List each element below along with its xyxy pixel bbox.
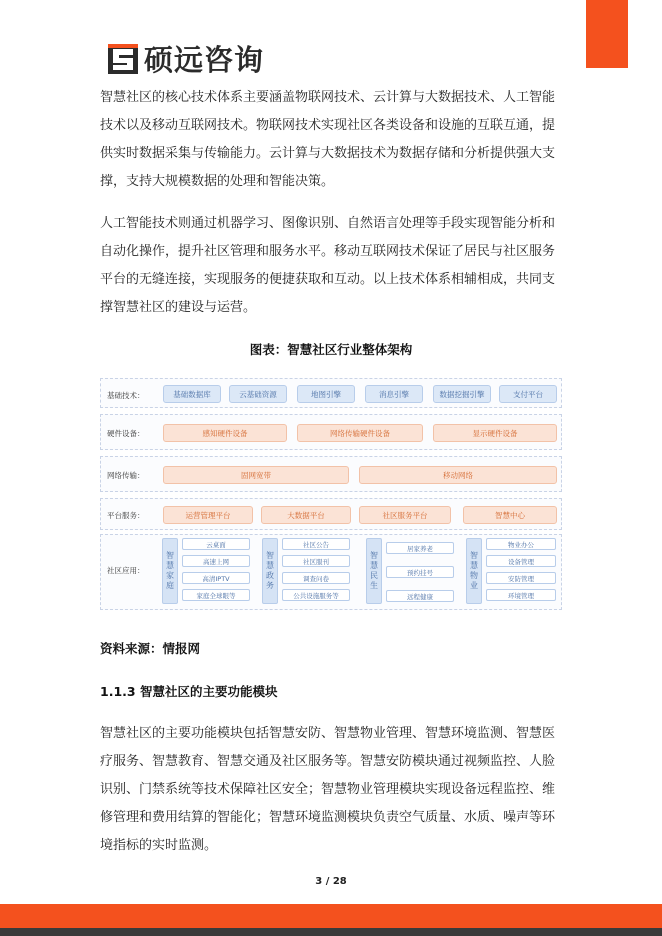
app-head-home: 智慧家庭 — [162, 538, 178, 604]
chip-sensing-hw: 感知硬件设备 — [163, 424, 287, 442]
logo-mark-icon — [108, 44, 138, 74]
architecture-diagram — [100, 376, 562, 610]
app-item: 安防管理 — [486, 572, 556, 584]
footer-dark-bar — [0, 928, 662, 936]
platform-row — [100, 498, 562, 530]
footer-accent-bar — [0, 904, 662, 928]
row-label-base: 基础技术： — [107, 391, 145, 400]
chip-fixed-broadband: 固网宽带 — [163, 466, 349, 484]
app-item: 预约挂号 — [386, 566, 454, 578]
chip-community-platform: 社区服务平台 — [359, 506, 451, 524]
app-item: 环境管理 — [486, 589, 556, 601]
corner-accent-bar — [586, 0, 628, 68]
app-item: 物业办公 — [486, 538, 556, 550]
app-head-livelihood: 智慧民生 — [366, 538, 382, 604]
app-item: 远程健康 — [386, 590, 454, 602]
figure-source: 资料来源：情报网 — [100, 641, 201, 656]
intro-paragraph-2: 人工智能技术则通过机器学习、图像识别、自然语言处理等手段实现智能分析和自动化操作，提升社区管理和服务水平。移动互联网技术保证了居民与社区服务平台的无缝连接，实现服务的便捷获取和互动。以上技术体系相辅相成，共同支撑智慧社区的建设与运营。 — [100, 216, 556, 315]
app-head-gov: 智慧政务 — [262, 538, 278, 604]
row-label-apps: 社区应用： — [107, 566, 145, 575]
chip-cloud-resource: 云基础资源 — [229, 385, 287, 403]
app-head-property: 智慧物业 — [466, 538, 482, 604]
chip-map-engine: 地图引擎 — [297, 385, 355, 403]
chip-base-db: 基础数据库 — [163, 385, 221, 403]
app-item: 设备管理 — [486, 555, 556, 567]
chip-display-hw: 显示硬件设备 — [433, 424, 557, 442]
modules-paragraph: 智慧社区的主要功能模块包括智慧安防、智慧物业管理、智慧环境监测、智慧医疗服务、智慧教育、智慧交通及社区服务等。智慧安防模块通过视频监控、人脸识别、门禁系统等技术保障社区安全；智慧物业管理模块实现设备远程监控、维修管理和费用结算的智能化；智慧环境监测模块负责空气质量、水质、噪声等环境指标的实时监测。 — [100, 726, 556, 853]
app-item: 公共设施服务等 — [282, 589, 350, 601]
page-number: 3 / 28 — [315, 876, 347, 887]
section-heading: 1.1.3 智慧社区的主要功能模块 — [100, 684, 278, 699]
chip-message-engine: 消息引擎 — [365, 385, 423, 403]
row-label-hardware: 硬件设备： — [107, 429, 145, 438]
app-item: 高清IPTV — [182, 572, 250, 584]
hardware-row — [100, 414, 562, 450]
figure-title: 图表：智慧社区行业整体架构 — [249, 342, 413, 357]
app-item: 社区服刊 — [282, 555, 350, 567]
app-item: 家庭全球眼等 — [182, 589, 250, 601]
chip-network-hw: 网络传输硬件设备 — [297, 424, 423, 442]
row-label-network: 网络传输： — [107, 471, 145, 480]
intro-paragraph-1: 智慧社区的核心技术体系主要涵盖物联网技术、云计算与大数据技术、人工智能技术以及移动互联网技术。物联网技术实现社区各类设备和设施的互联互通，提供实时数据采集与传输能力。云计算与大数据技术为数据存储和分析提供强大支撑，支持大规模数据的处理和智能决策。 — [100, 90, 556, 189]
chip-ops-platform: 运营管理平台 — [163, 506, 253, 524]
chip-smart-center: 智慧中心 — [463, 506, 557, 524]
base-tech-row — [100, 378, 562, 408]
chip-mobile-network: 移动网络 — [359, 466, 557, 484]
chip-data-mining: 数据挖掘引擎 — [433, 385, 491, 403]
chip-bigdata-platform: 大数据平台 — [261, 506, 351, 524]
logo-text: 硕远咨询 — [144, 43, 265, 77]
app-item: 高速上网 — [182, 555, 250, 567]
app-item: 社区公告 — [282, 538, 350, 550]
app-item: 居家养老 — [386, 542, 454, 554]
app-item: 云桌面 — [182, 538, 250, 550]
app-item: 调查问卷 — [282, 572, 350, 584]
row-label-platform: 平台服务： — [107, 511, 145, 520]
brand-logo — [108, 38, 264, 79]
chip-payment: 支付平台 — [499, 385, 557, 403]
network-row — [100, 456, 562, 492]
